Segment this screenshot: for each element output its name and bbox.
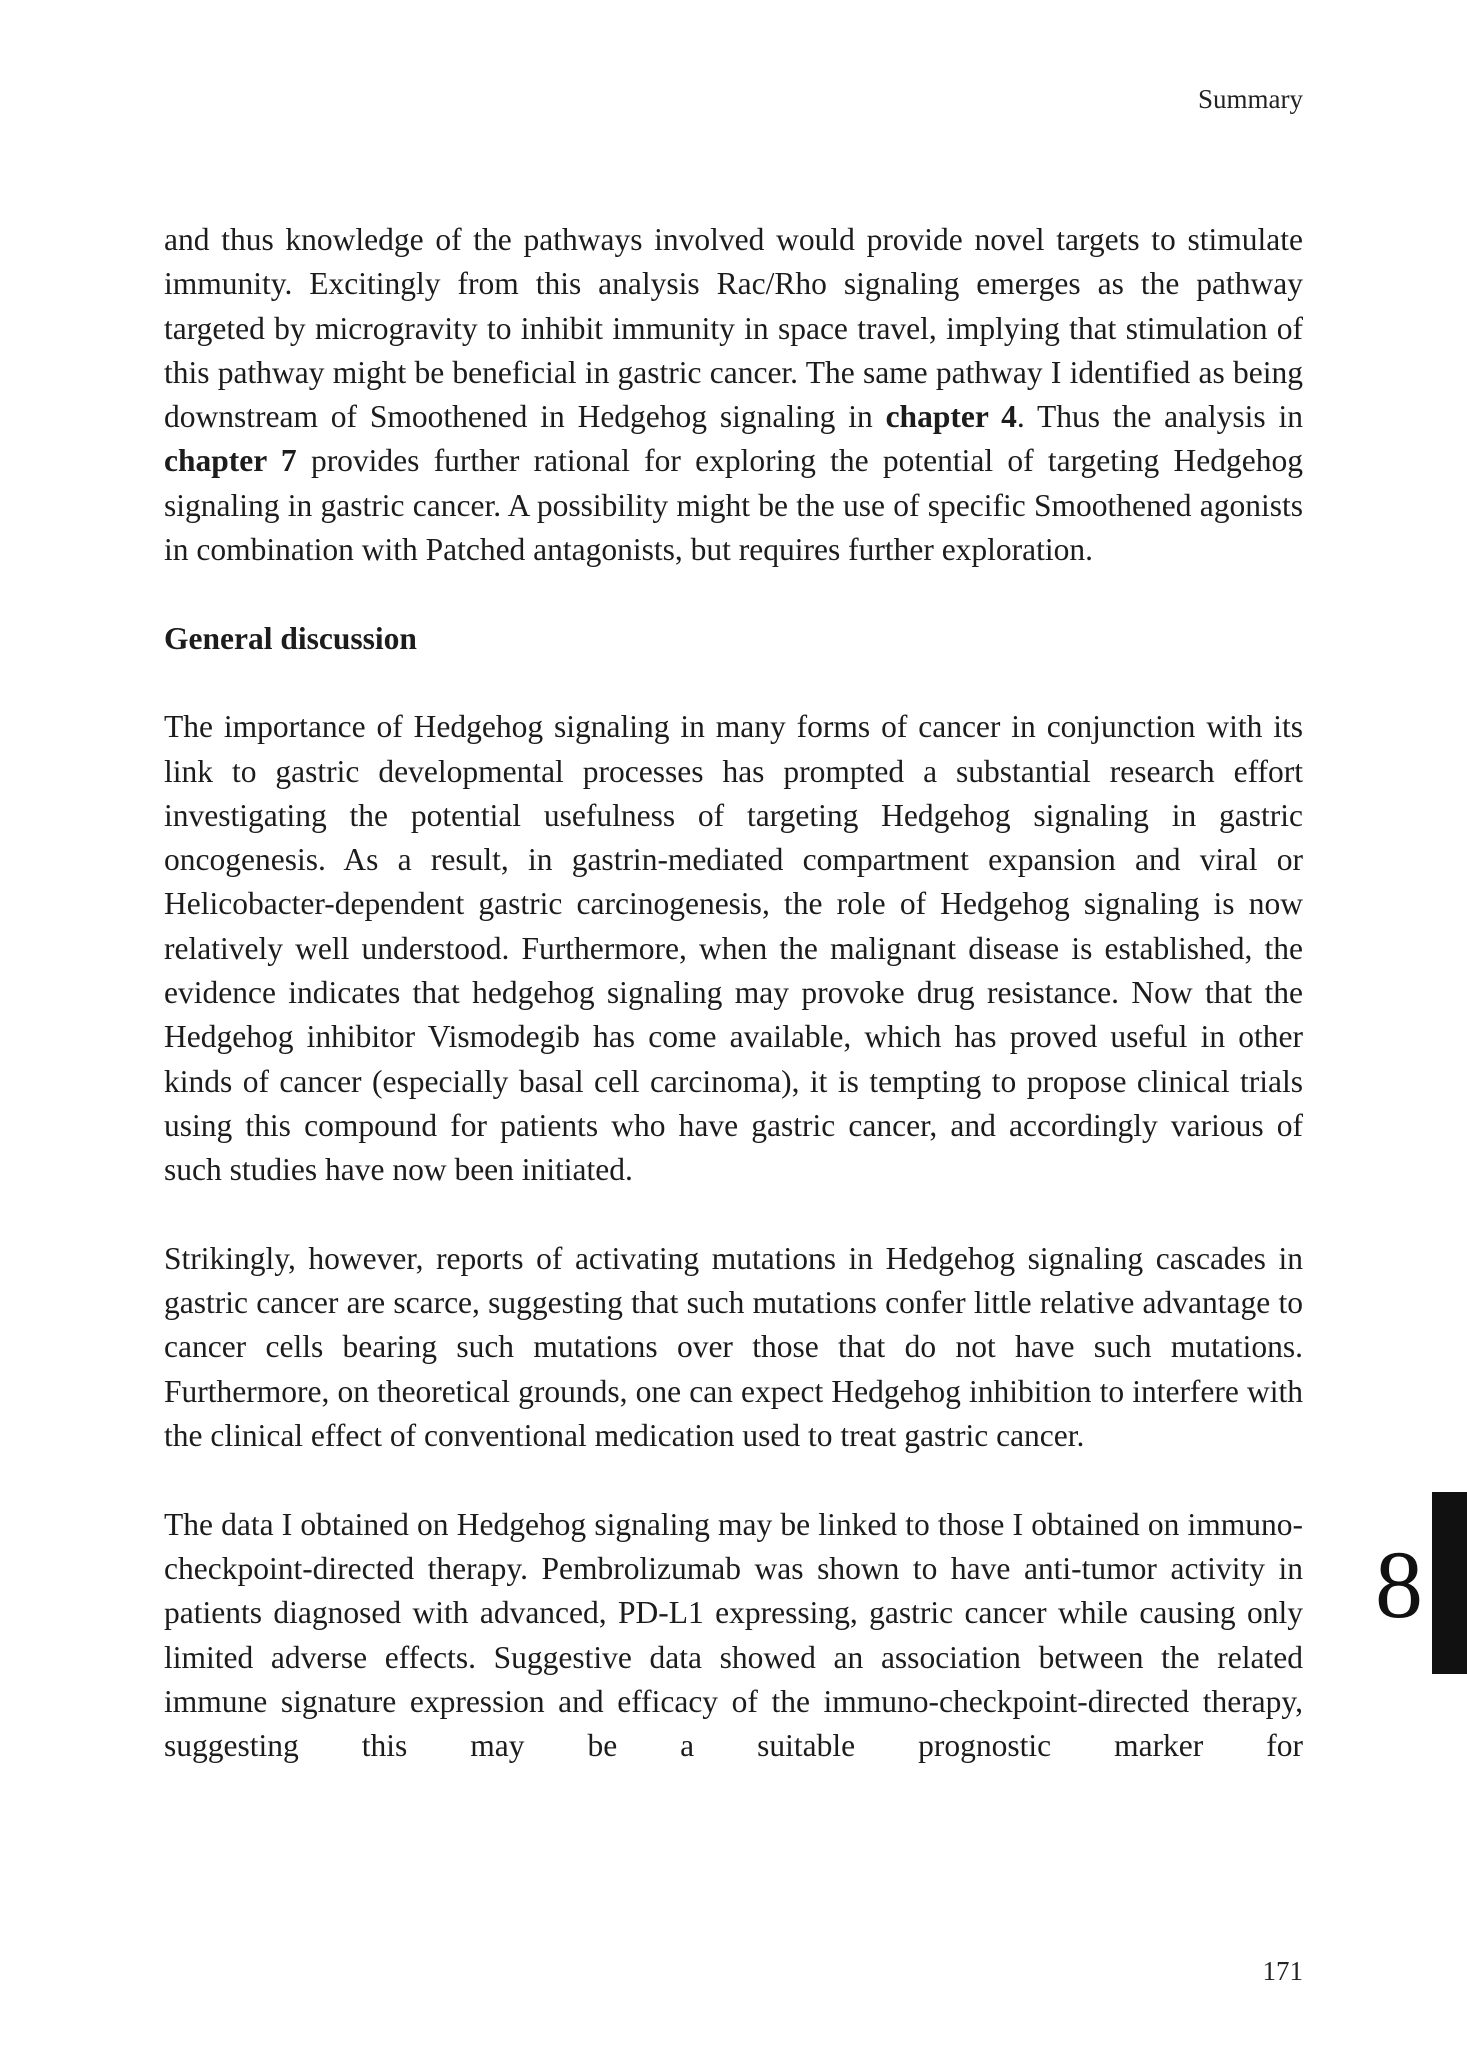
running-title: Summary — [1198, 84, 1303, 114]
paragraph-text: and thus knowledge of the pathways involved would provide novel targets to stimulate immunity. Excitingly from this analysis Rac/Rho signaling emerges as the pathway targeted by microgravity to inhibit immunity in space travel, implying that stimulation of this pathway might be beneficial in gastric cancer. The same pathway I identified as being downstream of Smoothened in Hedgehog signaling in — [164, 222, 1303, 435]
paragraph-strikingly: Strikingly, however, reports of activating mutations in Hedgehog signaling cascades in gastric cancer are scarce, suggesting that such mutations confer little relative advantage to cancer cells bearing such mutations over those that do not have such mutations. Furthermore, on theoretical grounds, one can expect Hedgehog inhibition to interfere with the clinical effect of conventional medication used to treat gastric cancer. — [164, 1240, 1303, 1454]
paragraph-continuation — [164, 218, 1303, 572]
paragraph-data-obtained: The data I obtained on Hedgehog signaling may be linked to those I obtained on immuno-checkpoint-directed therapy. Pembrolizumab was shown to have anti-tumor activity in patients diagnosed with advanced, PD-L1 expressing, gastric cancer while causing only limited adverse effects. Suggestive data showed an association between the related immune signature expression and efficacy of the immuno-checkpoint-directed therapy, suggesting this may be a suitable prognostic marker for — [164, 1506, 1303, 1764]
chapter-number: 8 — [1375, 1531, 1423, 1638]
section-heading: General discussion — [164, 620, 417, 656]
page-body — [164, 218, 1303, 1768]
chapter-reference: chapter 7 — [164, 443, 297, 479]
chapter-thumb-tab — [1432, 1492, 1467, 1674]
paragraph-text: provides further rational for exploring the potential of targeting Hedgehog signaling in gastric cancer. A possibility might be the use of specific Smoothened agonists in combination with Patched antagonists, but requires further exploration. — [164, 443, 1303, 568]
paragraph-text: . Thus the analysis in — [1016, 399, 1303, 435]
chapter-reference: chapter 4 — [885, 399, 1017, 435]
page-number: 171 — [1262, 1956, 1303, 1986]
paragraph-importance: The importance of Hedgehog signaling in many forms of cancer in conjunction with its link to gastric developmental processes has prompted a substantial research effort investigating the potential usefulness of targeting Hedgehog signaling in gastric oncogenesis. As a result, in gastrin-mediated compartment expansion and viral or Helicobacter-dependent gastric carcinogenesis, the role of Hedgehog signaling is now relatively well understood. Furthermore, when the malignant disease is established, the evidence indicates that hedgehog signaling may provoke drug resistance. Now that the Hedgehog inhibitor Vismodegib has come available, which has proved useful in other kinds of cancer (especially basal cell carcinoma), it is tempting to propose clinical trials using this compound for patients who have gastric cancer, and accordingly various of such studies have now been initiated. — [164, 709, 1303, 1188]
